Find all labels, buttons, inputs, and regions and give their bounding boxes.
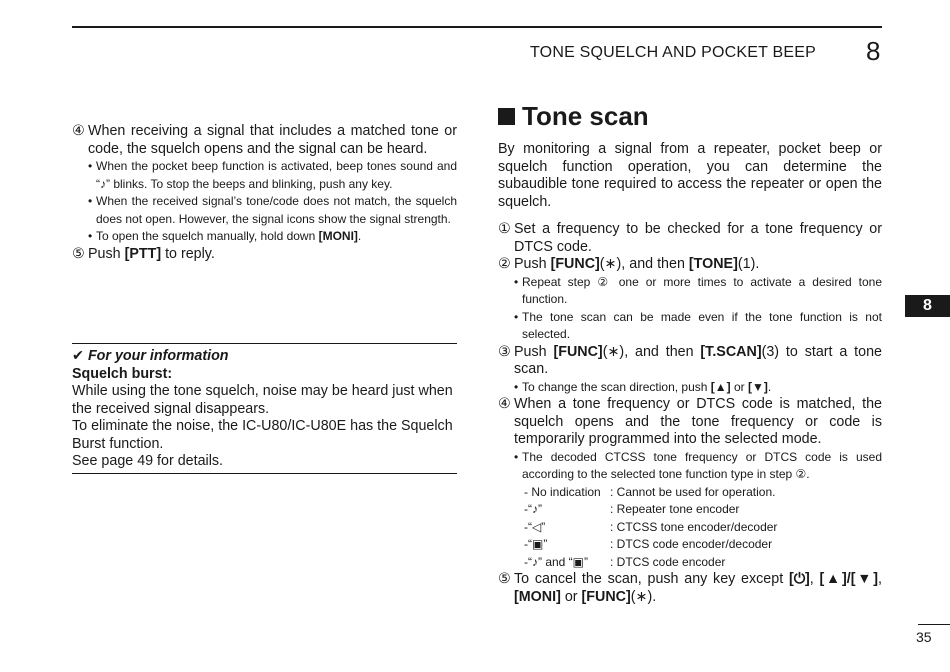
key-tscan: [T.SCAN] bbox=[700, 343, 762, 360]
left-column bbox=[72, 123, 457, 263]
step-number: ③ bbox=[498, 343, 511, 360]
key-down: [▼] bbox=[850, 571, 878, 587]
left-step-5: ⑤ Push [PTT] to reply. bbox=[72, 245, 215, 262]
key-func: [FUNC] bbox=[550, 256, 600, 272]
right-step-3-bullet: • To change the scan direction, push [▲] or [▼]. bbox=[514, 379, 882, 397]
step-number: ⑤ bbox=[72, 245, 85, 262]
chapter-side-tab: 8 bbox=[905, 295, 950, 317]
bullet-icon: • bbox=[88, 229, 93, 243]
indication-row: -“▣” : DTCS code encoder/decoder bbox=[524, 537, 773, 551]
indication-row: -“◁” : CTCSS tone encoder/decoder bbox=[524, 519, 778, 534]
key-down: [▼] bbox=[748, 379, 768, 394]
chapter-title: TONE SQUELCH AND POCKET BEEP bbox=[530, 44, 816, 61]
page-number: 35 bbox=[916, 629, 932, 645]
right-step-1: ① Set a frequency to be checked for a tone frequency or DTCS code. bbox=[498, 221, 882, 255]
left-step-4-bullet-2: • When the received signal’s tone/code does not match, the squelch does not open. However, the signal icons show the signal strength. bbox=[88, 193, 457, 228]
right-step-5: ⑤ To cancel the scan, push any key except [⏻], [▲]/[▼], [MONI] or [FUNC](∗). bbox=[498, 571, 882, 605]
right-column bbox=[498, 100, 882, 606]
info-line: To eliminate the noise, the IC-U80/IC-U80E has the Squelch Burst function. bbox=[72, 418, 453, 452]
section-heading: Tone scan bbox=[498, 100, 882, 132]
left-step-4-bullet-1: • When the pocket beep function is activated, beep tones sound and “♪” blinks. To stop the beeps and blinking, push any key. bbox=[88, 158, 457, 193]
key-up: [▲] bbox=[819, 571, 847, 587]
info-line: While using the tone squelch, noise may be heard just when the received signal disappears. bbox=[72, 383, 453, 417]
bullet-icon: • bbox=[514, 379, 519, 394]
key-func: [FUNC] bbox=[553, 343, 603, 360]
indication-table bbox=[524, 484, 882, 572]
right-step-2-bullet-2: • The tone scan can be made even if the tone function is not selected. bbox=[514, 309, 882, 344]
bullet-icon: • bbox=[514, 309, 519, 324]
right-step-2-bullet-1: • Repeat step ② one or more times to activate a desired tone function. bbox=[514, 274, 882, 309]
step-number: ④ bbox=[72, 123, 85, 139]
key-moni: [MONI] bbox=[514, 588, 561, 605]
right-step-4-bullet: • The decoded CTCSS tone frequency or DTCS code is used according to the selected tone function type in step ②. bbox=[514, 449, 882, 484]
info-box bbox=[72, 343, 457, 474]
step-number: ⑤ bbox=[498, 571, 511, 587]
key-ptt: [PTT] bbox=[124, 245, 162, 262]
header-rule bbox=[72, 26, 882, 28]
left-step-4 bbox=[72, 123, 457, 158]
right-step-4: ④ When a tone frequency or DTCS code is matched, the squelch opens and the tone frequency or code is temporarily programmed into the selected mode. bbox=[498, 396, 882, 447]
chapter-number: 8 bbox=[866, 36, 881, 66]
key-func: [FUNC] bbox=[581, 588, 631, 605]
step-number: ① bbox=[498, 221, 511, 237]
indication-row: - No indication : Cannot be used for operation. bbox=[524, 484, 776, 499]
right-step-3: ③ Push [FUNC](∗), and then [T.SCAN](3) to start a tone scan. bbox=[498, 343, 882, 377]
bullet-icon: • bbox=[514, 449, 519, 464]
key-moni: [MONI] bbox=[318, 229, 358, 243]
key-up: [▲] bbox=[710, 379, 731, 394]
left-step-4-bullet-3: • To open the squelch manually, hold down [MONI]. bbox=[88, 228, 457, 246]
bullet-icon: • bbox=[88, 159, 93, 173]
square-bullet-icon bbox=[498, 108, 515, 125]
info-heading: ✔ For your information bbox=[72, 348, 229, 364]
key-power: [⏻] bbox=[788, 571, 810, 587]
step-number: ④ bbox=[498, 396, 511, 412]
footer-rule bbox=[918, 624, 950, 625]
bullet-icon: • bbox=[88, 194, 93, 208]
right-step-2: ② Push [FUNC](∗), and then [TONE](1). bbox=[498, 256, 760, 272]
key-tone: [TONE] bbox=[688, 256, 738, 272]
indication-row: -“♪” and “▣” : DTCS code encoder bbox=[524, 554, 726, 569]
indication-row: -“♪” : Repeater tone encoder bbox=[524, 502, 740, 516]
bullet-icon: • bbox=[514, 274, 519, 289]
step-text: When receiving a signal that includes a matched tone or code, the squelch opens and the signal can be heard. bbox=[88, 123, 457, 157]
info-line: See page 49 for details. bbox=[72, 453, 224, 469]
info-subheading: Squelch burst: bbox=[72, 366, 173, 382]
step-number: ② bbox=[498, 256, 511, 272]
intro-paragraph: By monitoring a signal from a repeater, pocket beep or squelch function operation, you can determine the subaudible tone required to access the repeater or open the squelch. bbox=[498, 141, 882, 210]
